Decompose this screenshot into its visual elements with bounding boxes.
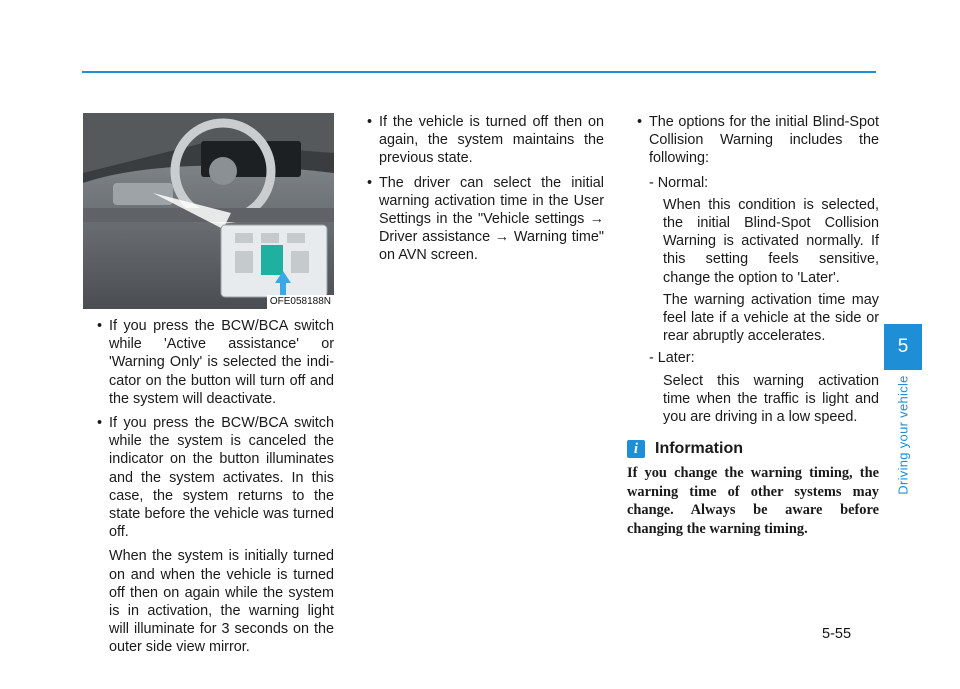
column-2 — [357, 113, 604, 271]
col1-bullet-1: • If you press the BCW/BCA switch while 'Active assistance' or 'Warning Only' is selected the indi-cator on the button will turn off and the system will deactivate. — [87, 317, 334, 408]
page-number: 5-55 — [822, 626, 852, 642]
dashboard-figure — [83, 113, 334, 309]
info-text: If you change the warning timing, the warning time of other systems may change. Always be aware before changing the warning timing. — [627, 465, 879, 537]
info-icon: i — [627, 440, 645, 458]
header-rule — [82, 71, 876, 73]
later-option-desc: Select this warning activation time when the traffic is light and you are driving in a low speed. — [663, 372, 879, 426]
info-title: Information — [655, 440, 743, 458]
col2-bullet-1: • If the vehicle is turned off then on again, the system maintains the previous state. — [357, 113, 604, 168]
col2-bullet-2: • The driver can select the initial warning activation time in the User Settings in the "Vehicle settings → Driver assistance → Warning time" on AVN screen. — [357, 174, 604, 265]
chapter-tab: 5 — [884, 324, 922, 370]
col1-bullet-2: • If you press the BCW/BCA switch while the system is canceled the indicator on the button illuminates and the system activates. In this case, the system returns to the state before the vehicle was turned off. — [87, 414, 334, 541]
dashboard-illustration — [83, 113, 334, 309]
normal-option-desc-2: The warning activation time may feel late if a vehicle at the side or rear abruptly accelerates. — [663, 291, 879, 345]
chapter-title: Driving your vehicle — [895, 375, 911, 495]
column-1 — [87, 317, 334, 663]
info-header — [627, 440, 879, 458]
col3-bullet-1: • The options for the initial Blind-Spot Collision Warning includes the following: — [627, 113, 879, 168]
normal-option-label: - Normal: — [649, 174, 709, 191]
normal-option-desc-1: When this condition is selected, the initial Blind-Spot Collision Warning is activated normally. If this setting feels sensitive, change the option to 'Later'. — [663, 196, 879, 286]
column-3 — [627, 113, 879, 538]
later-option-label: - Later: — [649, 350, 695, 367]
figure-code: OFE058188N — [267, 295, 334, 309]
col1-paragraph: When the system is initially turned on and when the vehicle is turned off then on again while the system is in activation, the warning light will illuminate for 3 seconds on the outer side view mirror. — [109, 548, 334, 656]
